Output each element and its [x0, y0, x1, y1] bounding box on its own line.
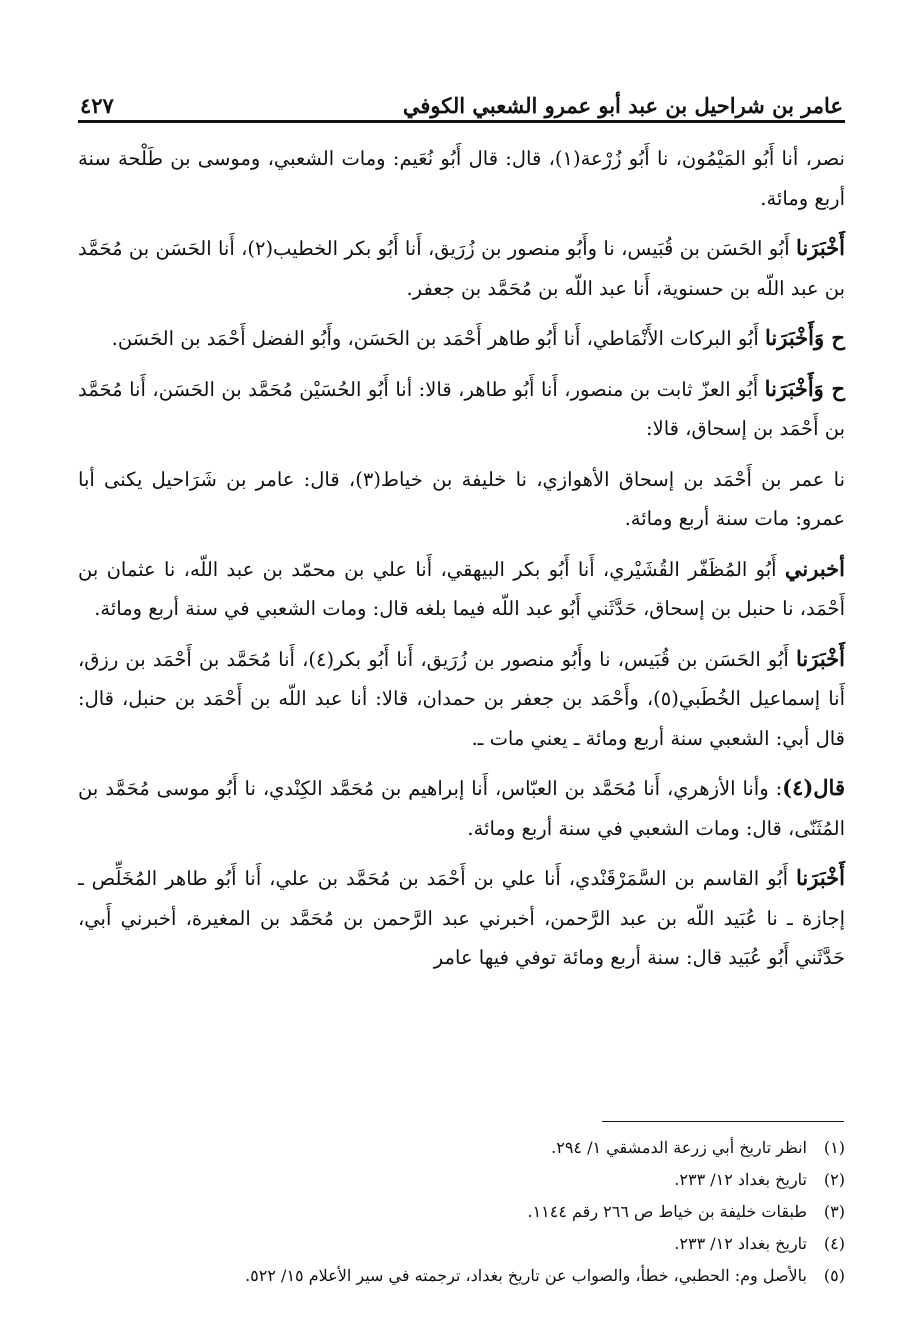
paragraph	[78, 768, 845, 848]
footnote	[78, 1132, 845, 1164]
paragraph	[78, 858, 845, 978]
footnote-number: (٢)	[823, 1170, 845, 1189]
footnote	[78, 1260, 845, 1292]
running-title: عامر بن شراحيل بن عبد أبو عمرو الشعبي الكوفي	[402, 93, 843, 118]
footnote-number: (١)	[823, 1138, 845, 1157]
paragraph-lead: أخبرني	[784, 555, 845, 581]
footnote	[78, 1164, 845, 1196]
main-text	[78, 138, 845, 988]
paragraph	[78, 369, 845, 449]
paragraph-text: أَبُو القاسم بن السَّمَرْقَنْدي، أَنا علي بن أَحْمَد بن مُحَمَّد بن علي، أَنا أَبُو طاهر المُخَلِّص ـ إجازة ـ نا عُبَيد اللّه بن عبد الرَّحمن، أخبرني عبد الرَّحمن بن مُحَمَّد بن المغيرة، أخبرني أَبي، حَدَّثَني أَبُو عُبَيد قال: سنة أربع ومائة توفي فيها عامر	[78, 867, 845, 969]
footnote-number: (٤)	[823, 1234, 845, 1253]
header-rule	[78, 120, 845, 123]
paragraph-lead: ح وَأَخْبَرَنا	[765, 325, 845, 350]
footnotes	[78, 1132, 845, 1292]
footnote-text: انظر تاريخ أبي زرعة الدمشقي ١/ ٢٩٤.	[551, 1138, 807, 1157]
paragraph-lead: أَخْبَرَنا	[796, 235, 845, 260]
running-header	[80, 88, 843, 118]
paragraph-text: أَبُو العزّ ثابت بن منصور، أَنا أَبُو طاهر، قالا: أنا أَبُو الحُسَيْن مُحَمَّد بن الحَسَن، أَنا مُحَمَّد بن أَحْمَد بن إسحاق، قالا:	[78, 377, 845, 440]
footnote-text: تاريخ بغداد ١٢/ ٢٣٣.	[674, 1234, 807, 1253]
footnote-separator	[602, 1121, 844, 1122]
paragraph-lead: ح وَأَخْبَرَنا	[764, 375, 846, 401]
paragraph	[78, 459, 845, 539]
footnote-text: تاريخ بغداد ١٢/ ٢٣٣.	[674, 1170, 807, 1189]
paragraph	[78, 549, 845, 629]
paragraph	[78, 138, 845, 218]
footnote-number: (٣)	[823, 1202, 845, 1221]
paragraph-text: أَبُو البركات الأَنْمَاطي، أَنا أَبُو طاهر أَحْمَد بن الحَسَن، وأَبُو الفضل أَحْمَد بن الحَسَن.	[111, 327, 759, 350]
paragraph	[78, 639, 845, 759]
paragraph-text: أَبُو المُظَفّر القُشَيْري، أَنا أَبُو بكر البيهقي، أَنا علي بن محمّد بن عبد اللّه، نا عثمان بن أَحْمَد، نا حنبل بن إسحاق، حَدَّثَني أَبُو عبد اللّه فيما بلغه قال: ومات الشعبي في سنة أربع ومائة.	[78, 557, 845, 620]
paragraph	[78, 318, 845, 359]
paragraph-text: أَبُو الحَسَن بن قُبَيس، نا وأَبُو منصور بن زُرَيق، أَنا أَبُو بكر(٤)، أَنا مُحَمَّد بن أَحْمَد بن رزق، أَنا إسماعيل الخُطَبي(٥)، وأَحْمَد بن جعفر بن حمدان، قالا: أنا عبد اللّه بن أَحْمَد بن حنبل، قال: قال أبي: الشعبي سنة أربع ومائة ـ يعني مات ـ.	[78, 647, 845, 750]
footnote-text: بالأصل وم: الحطبي، خطأ، والصواب عن تاريخ بغداد، ترجمته في سير الأعلام ١٥/ ٥٢٢.	[245, 1266, 807, 1285]
paragraph-lead: أَخْبَرَنا	[796, 865, 845, 890]
footnote	[78, 1196, 845, 1228]
paragraph-lead: أَخْبَرَنا	[796, 645, 845, 671]
paragraph-lead: قال(٤)	[782, 775, 845, 800]
footnote-number: (٥)	[823, 1266, 845, 1285]
page-number: ٤٢٧	[80, 93, 114, 118]
footnote	[78, 1228, 845, 1260]
paragraph-text: أَبُو الحَسَن بن قُبَيس، نا وأَبُو منصور بن زُرَيق، أَنا أَبُو بكر الخطيب(٢)، أَنا الحَسَن بن مُحَمَّد بن عبد اللّه بن حسنوية، أَنا عبد اللّه بن مُحَمَّد بن جعفر.	[78, 237, 845, 300]
footnote-text: طبقات خليفة بن خياط ص ٢٦٦ رقم ١١٤٤.	[527, 1202, 807, 1221]
paragraph-text: : وأنا الأزهري، أَنا مُحَمَّد بن العبّاس، أَنا إبراهيم بن مُحَمَّد الكِنْدي، نا أَبُو موسى مُحَمَّد بن المُثَنّى، قال: ومات الشعبي في سنة أربع ومائة.	[78, 777, 845, 840]
paragraph-text: نصر، أنا أَبُو المَيْمُون، نا أَبُو زُرْعة(١)، قال: قال أَبُو نُعَيم: ومات الشعبي، وموسى بن طَلْحة سنة أربع ومائة.	[78, 147, 845, 210]
paragraph	[78, 228, 845, 308]
paragraph-text: نا عمر بن أَحْمَد بن إسحاق الأهوازي، نا خليفة بن خياط(٣)، قال: عامر بن شَرَاحيل يكنى أبا عمرو: مات سنة أربع ومائة.	[78, 467, 845, 530]
